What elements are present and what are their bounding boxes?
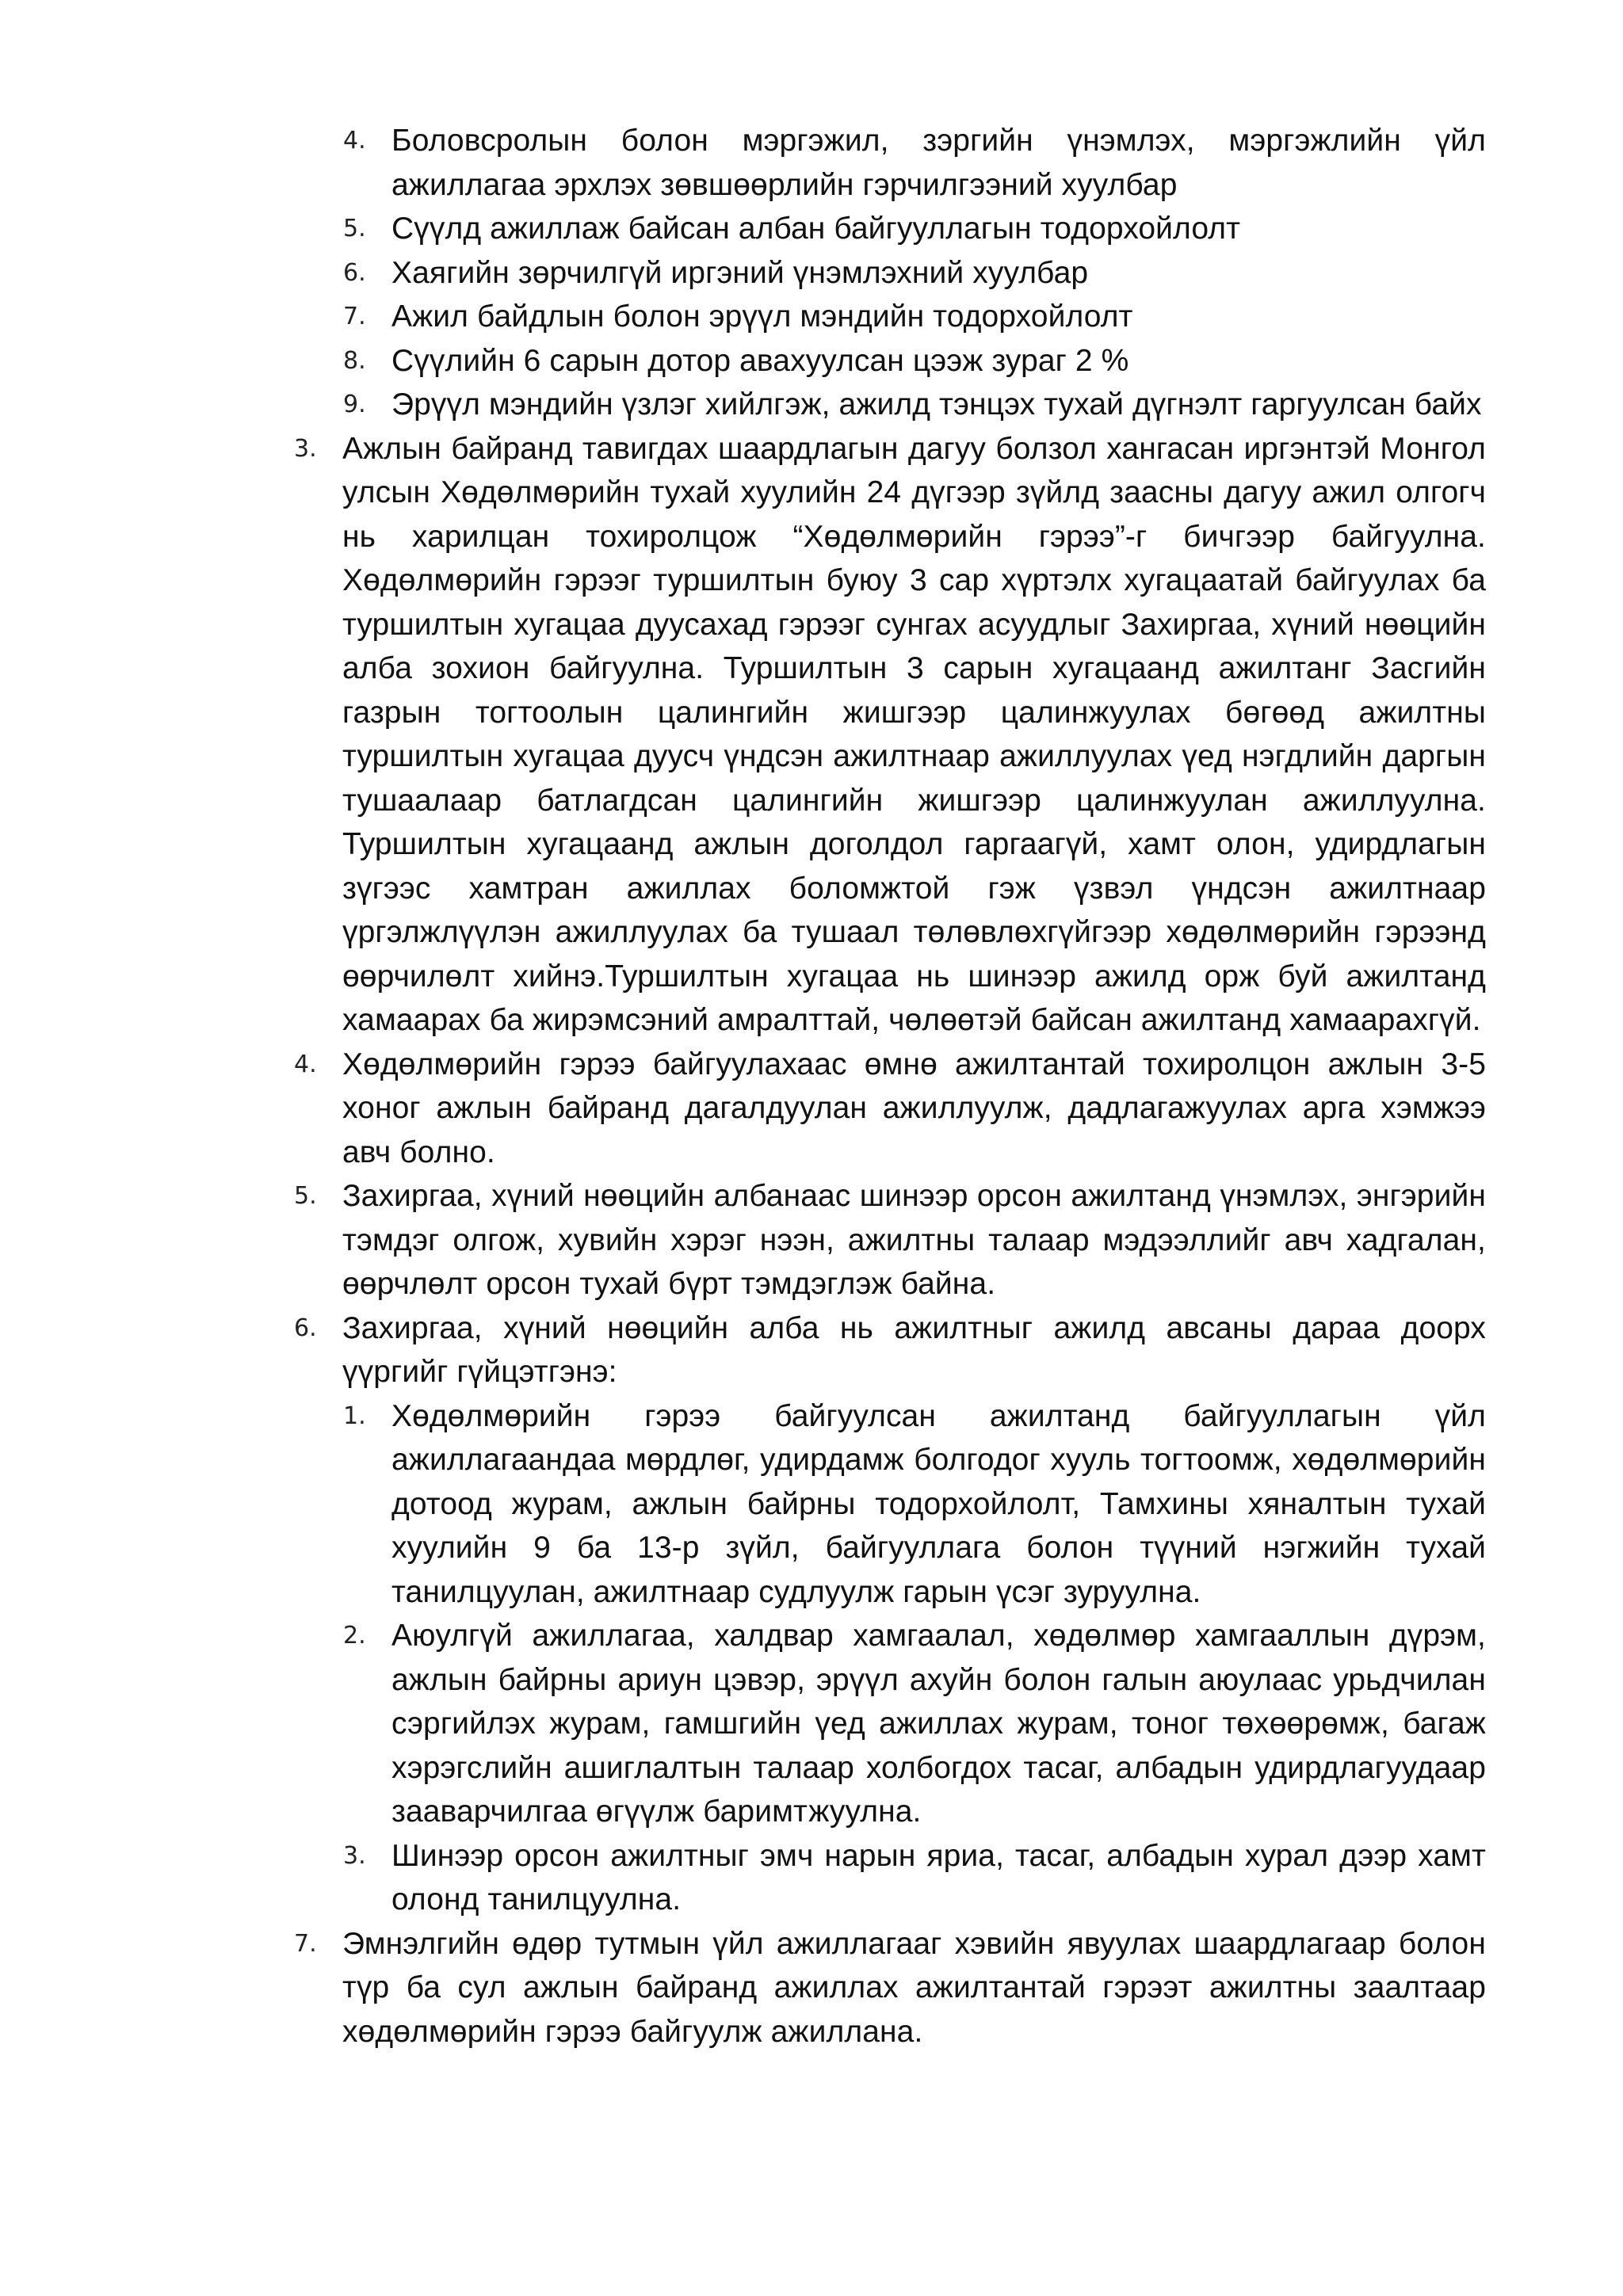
list-item [343, 251, 1486, 296]
item-number: 5. [343, 215, 366, 242]
item-number: 8. [343, 346, 366, 375]
item-number: 4. [294, 1050, 317, 1078]
item-text: Аюулгүй ажиллагаа, халдвар хамгаалал, хөдөлмөр хамгааллын дүрэм, ажлын байрны ариун цэвэр, эрүүл ахуйн болон галын аюулаас урьдчилан сэргийлэх журам, гамшгийн үед ажиллах журам, тоног төхөөрөмж, багаж хэрэгслийн ашиглалтын талаар холбогдох тасаг, албадын удирдлагуудаар зааварчилгаа өгүүлж баримтжуулна. [391, 1619, 1486, 1829]
item-number: 3. [294, 434, 317, 463]
list-item [343, 339, 1486, 383]
item-number: 6. [294, 1314, 317, 1342]
item-text: Хөдөлмөрийн гэрээ байгуулсан ажилтанд байгууллагын үйл ажиллагаандаа мөрдлөг, удирдамж болгодог хууль тогтоомж, хөдөлмөрийн дотоод журам, ажлын байрны тодорхойлолт, Тамхины хяналтын тухай хуулийн 9 ба 13-р зүйл, байгууллага болон түүний нэгжийн тухай танилцуулан, ажилтнаар судлуулж гарын үсэг зуруулна. [391, 1398, 1486, 1609]
list-item [343, 295, 1486, 339]
item-number: 6. [343, 258, 366, 287]
item-text: Ажил байдлын болон эрүүл мэндийн тодорхойлолт [391, 299, 1133, 334]
item-number: 7. [294, 1929, 317, 1958]
list-item [343, 207, 1486, 251]
item-text: Сүүлд ажиллаж байсан албан байгууллагын тодорхойлолт [391, 212, 1241, 246]
list-item [343, 383, 1486, 427]
list-item [294, 1922, 1486, 2054]
list-item [343, 1394, 1486, 1615]
item-number: 1. [343, 1402, 366, 1430]
item-number: 3. [343, 1841, 366, 1870]
item-text: Захиргаа, хүний нөөцийн алба нь ажилтныг ажилд авсаны дараа доорх үүргийг гүйцэтгэнэ: [342, 1310, 1486, 1389]
item-text: Ажлын байранд тавигдах шаардлагын дагуу болзол хангасан иргэнтэй Монгол улсын Хөдөлмөрийн тухай хуулийн 24 дүгээр зүйлд заасны дагуу ажил олгогч нь харилцан тохиролцож “Хөдөлмөрийн гэрээ”-г бичгээр байгуулна. Хөдөлмөрийн гэрээг туршилтын буюу 3 сар хүртэлх хугацаатай байгуулах ба туршилтын хугацаа дуусахад гэрээг сунгах асуудлыг Захиргаа, хүний нөөцийн алба зохион байгуулна. Туршилтын 3 сарын хугацаанд ажилтанг Засгийн газрын тогтоолын цалингийн жишгээр цалинжуулах бөгөөд ажилтны туршилтын хугацаа дуусч үндсэн ажилтнаар ажиллуулах үед нэгдлийн даргын тушаалаар батлагдсан цалингийн жишгээр цалинжуулан ажиллуулна. Туршилтын хугацаанд ажлын доголдол гаргаагүй, хамт олон, удирдлагын зүгээс хамтран ажиллах боломжтой гэж үзвэл үндсэн ажилтнаар үргэлжлүүлэн ажиллуулах ба тушаал төлөвлөхгүйгээр хөдөлмөрийн гэрээнд өөрчилөлт хийнэ.Туршилтын хугацаа нь шинээр ажилд орж буй ажилтанд хамаарах ба жирэмсэний амралттай, чөлөөтэй байсан ажилтанд хамаарахгүй. [342, 431, 1486, 1037]
list-item [294, 427, 1486, 1043]
item-text: Сүүлийн 6 сарын дотор авахуулсан цээж зураг 2 % [391, 343, 1129, 378]
item-number: 9. [343, 391, 366, 418]
item-text: Эмнэлгийн өдөр тутмын үйл ажиллагааг хэвийн явуулах шаардлагаар болон түр ба сул ажлын байранд ажиллах ажилтантай гэрээт ажилтны заалтаар хөдөлмөрийн гэрээ байгуулж ажиллана. [342, 1926, 1486, 2049]
item-number: 4. [343, 127, 366, 154]
item-text: Шинээр орсон ажилтныг эмч нарын яриа, тасаг, албадын хурал дээр хамт олонд танилцуулна. [391, 1838, 1486, 1917]
list-item [294, 1306, 1486, 1922]
item-text: Эрүүл мэндийн үзлэг хийлгэж, ажилд тэнцэх тухай дүгнэлт гаргуулсан байх [391, 387, 1482, 421]
list-item [343, 1614, 1486, 1834]
duties-sublist [342, 1394, 1486, 1922]
list-item [294, 1043, 1486, 1175]
item-number: 5. [294, 1182, 317, 1210]
main-list [0, 427, 1623, 2054]
item-text: Хаягийн зөрчилгүй иргэний үнэмлэхний хуулбар [391, 255, 1089, 290]
continued-sublist [0, 119, 1623, 427]
item-number: 2. [343, 1622, 366, 1650]
list-item [343, 1834, 1486, 1922]
item-text: Хөдөлмөрийн гэрээ байгуулахаас өмнө ажилтантай тохиролцон ажлын 3-5 хоног ажлын байранд дагалдуулан ажиллуулж, дадлагажуулах арга хэмжээ авч болно. [342, 1047, 1486, 1169]
item-number: 7. [343, 303, 366, 330]
list-item [294, 1174, 1486, 1306]
list-item [343, 119, 1486, 207]
item-text: Боловсролын болон мэргэжил, зэргийн үнэмлэх, мэргэжлийн үйл ажиллагаа эрхлэх зөвшөөрлийн гэрчилгээний хуулбар [391, 124, 1486, 202]
item-text: Захиргаа, хүний нөөцийн албанаас шинээр орсон ажилтанд үнэмлэх, энгэрийн тэмдэг олгож, хувийн хэрэг нээн, ажилтны талаар мэдээллийг авч хадгалан, өөрчлөлт орсон тухай бүрт тэмдэглэж байна. [342, 1179, 1486, 1301]
page-content [0, 119, 1623, 2054]
